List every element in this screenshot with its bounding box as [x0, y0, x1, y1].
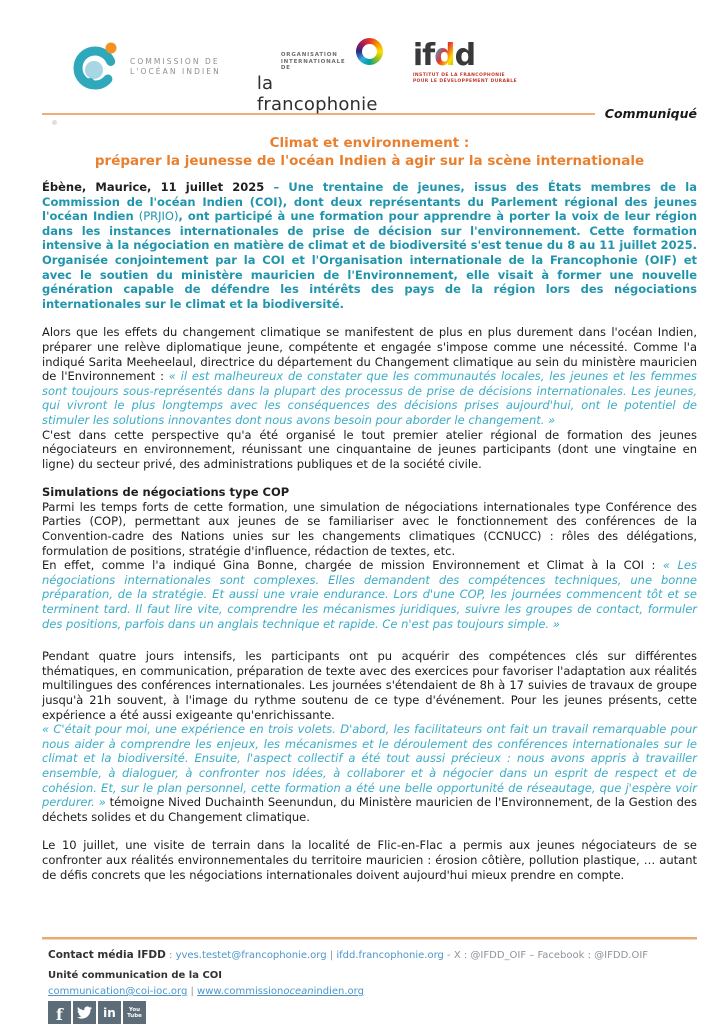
paragraph-context: Alors que les effets du changement climatique se manifestent de plus en plus durement dans l'océan Indien, préparer une relève diplomatique jeune, compétente et engagée s'impose comme une nécessité. Comme l'a indiqué Sarita Meeheelaul, directrice du département du Changement climatique au sein du ministère mauricien de l'Environnement : « il est malheureux de constater que les communautés locales, les jeunes et les femmes sont toujours sous-représentés dans la plupart des processus de prise de décisions internationales. Les jeunes, qui vivront le plus longtemps avec les conséquences des décisions prises aujourd'hui, ont le potentiel de stimuler les solutions innovantes dont nous avons besoin pour aborder le changement. »: [42, 325, 697, 427]
oif-logo-main-text: la francophonie: [256, 72, 378, 115]
ifdd-letter-d-dark: d: [454, 38, 476, 73]
header: [0, 0, 724, 121]
coi-logo: [70, 36, 221, 98]
footer-coi-links: communication@coi-ioc.org | www.commissionoceanindien.org: [48, 986, 364, 997]
ifdd-logo-wordmark: [412, 38, 517, 73]
lead-paragraph: Ébène, Maurice, 11 juillet 2025 – Une trentaine de jeunes, issus des États membres de la Commission de l'océan Indien (COI), dont deux représentants du Parlement régional des jeunes l'océan Indien (PRJIO), ont participé à une formation pour apprendre à porter la voix de leur région dans les instances internationales de prise de décision sur l'environnement. Cette formation intensive à la négociation en matière de climat et de biodiversité s'est tenue du 8 au 11 juillet 2025. Organisée conjointement par la COI et l'Organisation internationale de la Francophonie (OIF) et avec le soutien du ministère mauricien de l'Environnement, elle visait à former une nouvelle génération capable de défendre les intérêts des pays de la région lors des négociations internationales sur le climat et la biodiversité.: [42, 180, 698, 311]
facebook-icon[interactable]: f: [48, 1001, 71, 1024]
footer-social-handles: - X : @IFDD_OIF – Facebook : @IFDD.OIF: [443, 950, 649, 961]
paragraph-four-days: Pendant quatre jours intensifs, les participants ont pu acquérir des compétences clés sur différentes thématiques, en communication, préparation de texte avec des exercices pour favoriser l'adaptation aux réalités multilingues des conférences internationales. Les journées s'étendaient de 8h à 17 suivies de travaux de groupe jusqu'à 21h souvent, à l'image du rythme soutenu de ce type d'événement. Pour les jeunes présents, cette expérience a été aussi exigeante qu'enrichissante.: [42, 649, 697, 722]
ifdd-email-link[interactable]: yves.testet@francophonie.org: [175, 950, 327, 961]
ifdd-logo: [413, 36, 517, 84]
title-line1: Climat et environnement :: [269, 135, 470, 151]
twitter-icon[interactable]: [73, 1001, 96, 1024]
footer: [0, 937, 724, 1024]
paragraph-perspective: C'est dans cette perspective qu'a été organisé le tout premier atelier régional de formation des jeunes négociateurs en environnement, réunissant une cinquantaine de jeunes participants (dont une vingtaine en ligne) du secteur privé, des administrations publiques et de la société civile.: [42, 427, 697, 471]
dateline: Ébène, Maurice, 11 juillet 2025: [42, 180, 265, 194]
title-line2: préparer la jeunesse de l'océan Indien à agir sur la scène internationale: [94, 152, 645, 169]
coi-logo-line2: L'OCÉAN INDIEN: [130, 67, 221, 76]
coi-logo-line1: COMMISSION DE: [130, 57, 220, 66]
paragraph-field-visit: Le 10 juillet, une visite de terrain dans la localité de Flic-en-Flac a permis aux jeunes négociateurs de se confronter aux réalités environnementales du territoire mauricien : érosion côtière, pollution plastique, … autant de défis concrets que les négociations internationales doivent aujourd'hui mieux prendre en compte.: [42, 838, 697, 882]
page-title: [42, 135, 697, 170]
oif-ring-icon: [356, 38, 383, 65]
section-heading-cop: Simulations de négociations type COP: [42, 485, 290, 500]
ifdd-logo-subtext: INSTITUT DE LA FRANCOPHONIE POUR LE DÉVELOPPEMENT DURABLE: [412, 73, 517, 84]
paragraph-cop-simulation: Parmi les temps forts de cette formation, une simulation de négociations internationales type Conférence des Parties (COP), permettant aux jeunes de se familiariser avec le fonctionnement des conférences de la Convention-cadre des Nations unies sur les changements climatiques (CCNUCC) : rôles des délégations, formulation de positions, stratégie d'influence, rédaction de textes, etc.: [42, 499, 697, 558]
article-body: [42, 180, 697, 882]
ifdd-letters-if: if: [412, 38, 435, 73]
stray-mark: [52, 120, 57, 125]
coi-site-link[interactable]: www.commissionoceanindien.org: [197, 986, 364, 997]
contact-media-label: Contact média IFDD: [48, 949, 166, 961]
quote-gina-bonne: « Les négociations internationales sont complexes. Elles demandent des compétences techniques, une bonne préparation, de la stratégie. Et aussi une vraie endurance. Lors d'une COP, les journées commencent tôt et se terminent tard. Il faut lire vite, comprendre les mécanismes juridiques, suivre les groupes de contact, formuler des positions, parfois dans un anglais technique et rapide. Ce n'est pas toujours simple. »: [42, 558, 697, 631]
ifdd-site-link[interactable]: ifdd.francophonie.org: [336, 950, 444, 961]
linkedin-icon[interactable]: in: [98, 1001, 121, 1024]
coi-logo-text: [130, 57, 221, 77]
ifdd-letter-d-color: d: [434, 38, 455, 73]
communique-label: Communiqué: [604, 106, 697, 121]
oif-logo-top-text: ORGANISATION INTERNATIONALE DE: [280, 52, 346, 71]
social-icons-row: [48, 1001, 697, 1024]
paragraph-gina-bonne: En effet, comme l'a indiqué Gina Bonne, chargée de mission Environnement et Climat à la COI : « Les négociations internationales sont complexes. Elles demandent des compétences techniques, une bonne préparation, de la stratégie. Et aussi une vraie endurance. Lors d'une COP, les journées commencent tôt et se terminent tard. Il faut lire vite, comprendre les mécanismes juridiques, suivre les groupes de contact, formuler des positions, parfois dans un anglais technique et rapide. Ce n'est pas toujours simple. »: [42, 558, 697, 631]
coi-swirl-icon: [70, 36, 122, 98]
prjio-abbr: (PRJIO): [138, 209, 179, 224]
quote-testimony: « C'était pour moi, une expérience en trois volets. D'abord, les facilitateurs ont fait un travail remarquable pour nous aider à comprendre les enjeux, les mécanismes et le déroulement des conférences internationales sur le climat et la biodiversité. Ensuite, l'aspect collectif a été tout aussi précieux : nous avons appris à travailler ensemble, à dialoguer, à confronter nos idées, à collaborer et à négocier dans un esprit de respect et de cohésion. Et, sur le plan personnel, cette formation a été une belle opportunité de réseautage, que j'espère voir perdurer. »: [42, 722, 697, 810]
coi-email-link[interactable]: communication@coi-ioc.org: [48, 986, 188, 997]
footer-contact-line: Contact média IFDD : yves.testet@francophonie.org | ifdd.francophonie.org - X : @IFDD_OIF – Facebook : @IFDD.OIF: [48, 949, 649, 961]
quote-meeheelaul: « il est malheureux de constater que les communautés locales, les jeunes et les femmes sont toujours sous-représentés dans la plupart des processus de prise de décisions internationales. Les jeunes, qui vivront le plus longtemps avec les conséquences des décisions prises aujourd'hui, ont le potentiel de stimuler les solutions innovantes dont nous avons besoin pour aborder le changement. »: [42, 369, 697, 427]
youtube-icon[interactable]: You Tube: [123, 1001, 146, 1024]
coi-unit-label: Unité communication de la COI: [48, 970, 223, 981]
oif-logo: [257, 36, 387, 115]
paragraph-testimony: « C'était pour moi, une expérience en trois volets. D'abord, les facilitateurs ont fait un travail remarquable pour nous aider à comprendre les enjeux, les mécanismes et le déroulement des conférences internationales sur le climat et la biodiversité. Ensuite, l'aspect collectif a été tout aussi précieux : nous avons appris à travailler ensemble, à dialoguer, à confronter nos idées, à collaborer et à négocier dans un esprit de respect et de cohésion. Et, sur le plan personnel, cette formation a été une belle opportunité de réseautage, que j'espère voir perdurer. » témoigne Nived Duchainth Seenundun, du Ministère mauricien de l'Environnement, de la Gestion des déchets solides et du Changement climatique.: [42, 722, 697, 824]
